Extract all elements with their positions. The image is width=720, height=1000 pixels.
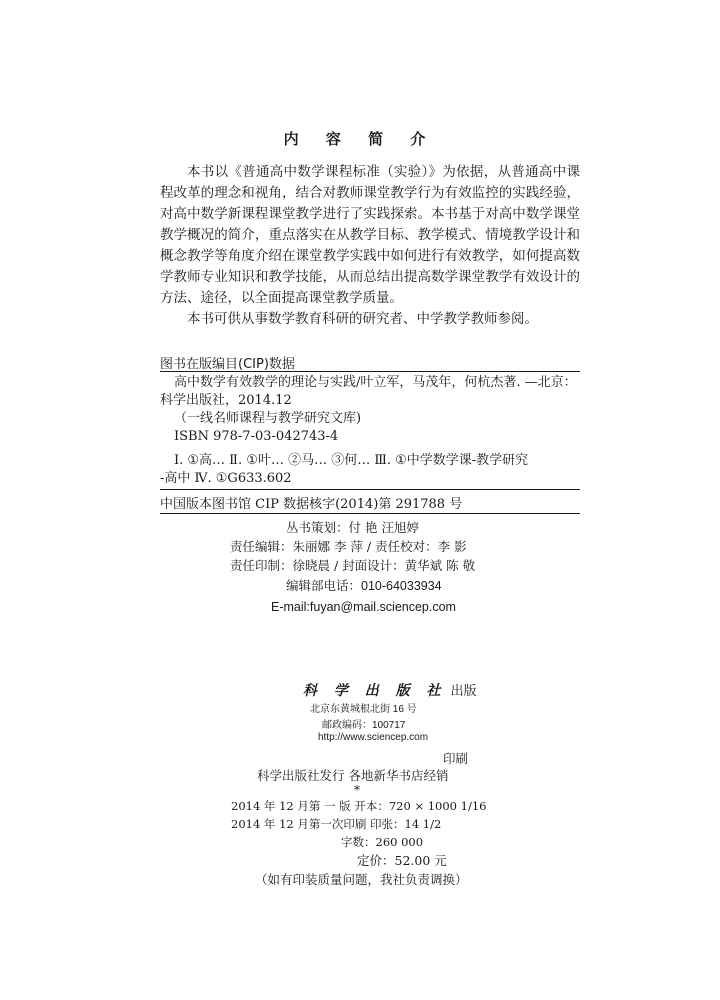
series-planning: 丛书策划：付 艳 汪旭婷 (286, 520, 419, 535)
editorial-phone: 编辑部电话：010-64033934 (286, 579, 442, 593)
cip-isbn: ISBN 978-7-03-042743-4 (174, 429, 339, 444)
quality-note: （如有印装质量问题，我社负责调换） (255, 872, 468, 887)
responsible-printing: 责任印制：徐晓晨 / 封面设计：黄华斌 陈 敬 (230, 558, 476, 573)
printing-label: 印刷 (443, 751, 469, 766)
cip-record (160, 374, 580, 488)
separator-star: * (354, 783, 360, 797)
cip-classification: -高中 Ⅳ. ①G633.602 (160, 471, 292, 486)
distribution-line: 科学出版社发行 各地新华书店经销 (257, 768, 449, 783)
price: 定价：52.00 元 (357, 853, 447, 868)
cip-classification: Ⅰ. ①高… Ⅱ. ①叶… ②马… ③何… Ⅲ. ①中学数学课-教学研究 (174, 453, 529, 468)
intro-paragraph: 本书以《普通高中数学课程标准（实验）》为依据，从普通高中课程改革的理念和视角，结合对教师课堂教学行为有效监控的实践经验，对高中数学新课程课堂教学进行了实践探索。本书基于对高中数学课堂教学概况的简介，重点落实在从教学目标、教学模式、情境教学设计和概念教学等角度介绍在课堂教学实践中如何进行有效教学，如何提高数学教师专业知识和教学技能，从而总结出提高数学课堂教学有效设计的方法、途径，以全面提高课堂教学质量。 (160, 164, 580, 306)
publish-label: 出版 (446, 684, 477, 699)
cip-header: 图书在版编目(CIP)数据 (160, 357, 295, 372)
responsible-editors: 责任编辑：朱丽娜 李 萍 / 责任校对：李 影 (230, 539, 467, 554)
cip-line: 高中数学有效教学的理论与实践/叶立军，马茂年，何杭杰著. —北京： (174, 375, 577, 390)
publisher-line (303, 680, 477, 700)
cip-line: 科学出版社，2014.12 (160, 393, 292, 408)
word-count: 字数：260 000 (341, 835, 424, 849)
publisher-url: http://www.sciencep.com (318, 732, 429, 743)
printing-line: 2014 年 12 月第一次印刷 印张：14 1/2 (231, 817, 442, 831)
divider (160, 489, 580, 490)
publisher-logo: 科 学 出 版 社 (303, 683, 447, 699)
cip-series: （一线名师课程与教学研究文库) (174, 411, 362, 426)
page-title: 内 容 简 介 (283, 130, 437, 148)
editorial-email: E-mail:fuyan@mail.sciencep.com (271, 600, 456, 614)
cip-check-number: 中国版本图书馆 CIP 数据核字(2014)第 291788 号 (160, 497, 463, 512)
publisher-postcode: 邮政编码：100717 (322, 720, 406, 731)
intro-section (160, 162, 580, 330)
divider (160, 513, 580, 514)
divider (160, 371, 580, 372)
edition-line: 2014 年 12 月第 一 版 开本：720 × 1000 1/16 (231, 799, 487, 813)
publisher-address: 北京东黄城根北街 16 号 (310, 704, 417, 715)
intro-paragraph: 本书可供从事数学教育科研的研究者、中学教学教师参阅。 (187, 311, 538, 327)
